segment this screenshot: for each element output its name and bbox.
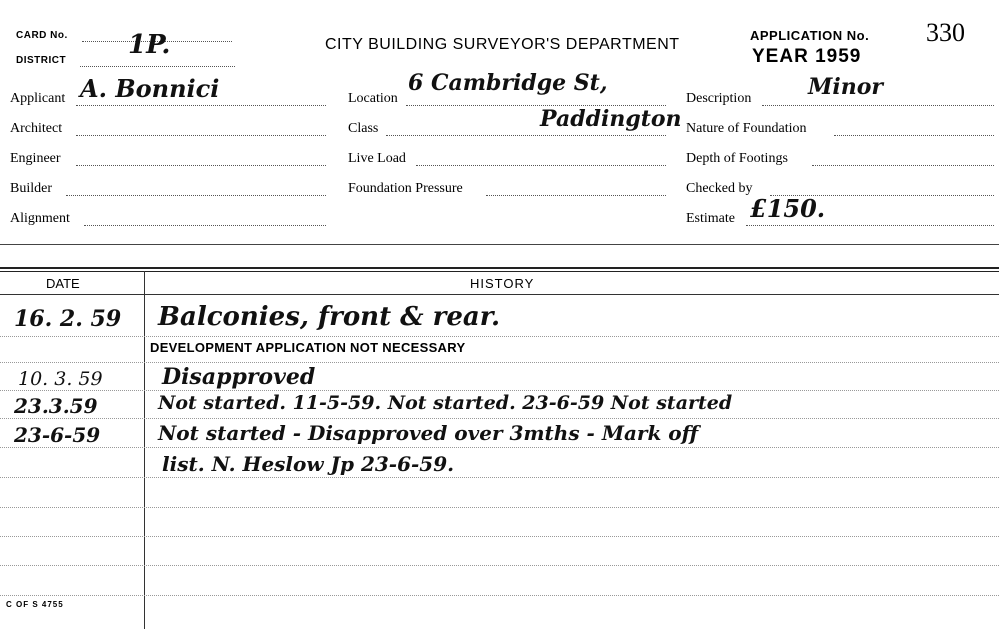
foundation-pressure-line [486,195,666,196]
ruled-line [0,565,999,566]
live-load-line [416,165,666,166]
nature-of-foundation-line [834,135,994,136]
location-value-suburb: Paddington [540,106,682,132]
section-divider-lower [0,271,999,272]
section-divider-top [0,244,999,245]
depth-of-footings-label: Depth of Footings [686,151,788,166]
ruled-line [0,418,999,419]
estimate-line [746,225,994,226]
date-column-header: DATE [46,276,80,291]
applicant-line [76,105,326,106]
description-value: Minor [808,74,883,100]
architect-label: Architect [10,121,63,136]
history-date: 23.3.59 [14,394,98,418]
column-divider [144,271,145,629]
ruled-line [0,362,999,363]
form-code: C OF S 4755 [6,600,64,609]
applicant-label: Applicant [10,91,66,106]
description-label: Description [686,91,752,106]
location-value-street: 6 Cambridge St, [408,70,608,96]
alignment-label: Alignment [10,211,70,226]
checked-by-label: Checked by [686,181,753,196]
application-no-value: 330 [926,18,965,47]
history-text: list. N. Heslow Jp 23-6-59. [162,452,455,476]
ruled-line [0,477,999,478]
applicant-value: A. Bonnici [80,74,220,103]
nature-of-foundation-label: Nature of Foundation [686,121,807,136]
history-date: 16. 2. 59 [14,306,122,332]
foundation-pressure-label: Foundation Pressure [348,181,463,196]
depth-of-footings-line [812,165,994,166]
district-value: 1P. [128,30,171,60]
estimate-value: £150. [750,194,826,223]
architect-line [76,135,326,136]
history-text: Not started - Disapproved over 3mths - Mark off [158,421,699,445]
history-text: Balconies, front & rear. [158,302,501,332]
ruled-line [0,336,999,337]
application-no-label: APPLICATION No. [750,28,870,43]
ruled-line [0,536,999,537]
district-line [80,66,235,67]
history-text: Disapproved [162,364,316,390]
engineer-line [76,165,326,166]
ruled-line [0,390,999,391]
builder-line [66,195,326,196]
alignment-line [84,225,326,226]
district-label: DISTRICT [16,55,67,66]
history-column-header: HISTORY [470,276,535,291]
history-stamp: DEVELOPMENT APPLICATION NOT NECESSARY [150,340,466,355]
card-no-label: CARD No. [16,30,68,41]
engineer-label: Engineer [10,151,61,166]
ruled-line [0,507,999,508]
live-load-label: Live Load [348,151,406,166]
history-text: Not started. 11-5-59. Not started. 23-6-59 Not started [158,392,733,414]
ruled-line [0,595,999,596]
class-line [386,135,666,136]
estimate-label: Estimate [686,211,735,226]
year-label: YEAR 1959 [752,46,862,67]
section-divider-upper [0,267,999,269]
description-line [762,105,994,106]
builder-label: Builder [10,181,52,196]
history-date: 23-6-59 [14,423,101,447]
class-label: Class [348,121,379,136]
header-underline [0,294,999,295]
location-label: Location [348,91,398,106]
history-date: 10. 3. 59 [18,368,103,390]
department-title: CITY BUILDING SURVEYOR'S DEPARTMENT [325,36,680,53]
ruled-line [0,447,999,448]
